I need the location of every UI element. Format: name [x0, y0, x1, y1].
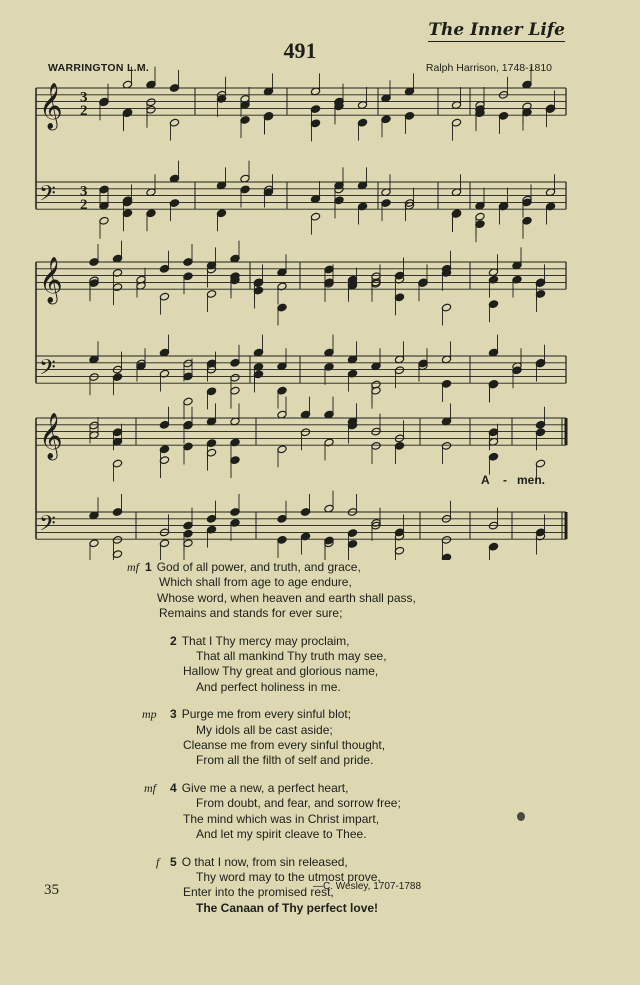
- treble-clef-icon: 𝄞: [39, 413, 63, 460]
- verse-line: [145, 855, 585, 870]
- verse-line-text: From all the filth of self and pride.: [196, 753, 374, 768]
- verse-line-text: My idols all be cast aside;: [196, 722, 333, 737]
- verse-line-text: From doubt, and fear, and sorrow free;: [196, 796, 401, 811]
- verse-line-text: Remains and stands for ever sure;: [159, 606, 343, 621]
- verse-1: [127, 560, 585, 622]
- verse-line: [145, 781, 585, 796]
- verse-line: [145, 723, 585, 738]
- verse-line: [145, 796, 585, 811]
- verse-dynamic: f: [156, 854, 160, 869]
- verse-line: [142, 707, 585, 722]
- verse-line: [145, 575, 585, 590]
- composer: Ralph Harrison, 1748-1810: [425, 62, 552, 74]
- verse-line-text: The Canaan of Thy perfect love!: [196, 900, 379, 915]
- verse-line: [145, 606, 585, 621]
- verse-number: 1: [145, 560, 152, 574]
- verse-dynamic: mp: [142, 707, 157, 722]
- verse-line-text: God of all power, and truth, and grace,: [156, 560, 361, 574]
- verse-line: [145, 591, 585, 606]
- verse-line-text: That I Thy mercy may proclaim,: [181, 633, 350, 648]
- verse-3: [142, 707, 585, 769]
- verse-line: [145, 827, 585, 842]
- verse-line-text: Cleanse me from every sinful thought,: [183, 738, 386, 753]
- verse-number: 3: [170, 707, 177, 722]
- verse-number: 2: [170, 633, 177, 648]
- amen-syllable-2: men.: [517, 473, 546, 487]
- verse-number: 4: [170, 780, 177, 795]
- verse-line: [145, 634, 585, 649]
- verse-line: [145, 649, 585, 664]
- verse-line-text: Whose word, when heaven and earth shall pass,: [157, 590, 416, 605]
- verse-line-text: O that I now, from sin released,: [181, 854, 348, 869]
- verse-line-text: Hallow Thy great and glorious name,: [183, 664, 379, 679]
- author-attribution: —C. Wesley, 1707-1788: [313, 881, 422, 892]
- ink-spot: [517, 812, 525, 821]
- time-signature-bottom: 2: [80, 103, 88, 120]
- verse-line-text: That all mankind Thy truth may see,: [196, 649, 387, 664]
- verse-line-text: Enter into the promised rest,: [183, 885, 334, 900]
- verse-2: [145, 634, 585, 696]
- bass-clef-icon: 𝄢: [39, 181, 56, 212]
- time-signature-top: 3: [80, 183, 88, 200]
- bass-clef-icon: 𝄢: [39, 355, 56, 386]
- verse-line-text: Which shall from age to age endure,: [159, 575, 352, 590]
- verse-dynamic: mf: [144, 780, 156, 795]
- verse-dynamic: mf: [127, 560, 139, 574]
- hymn-number: 491: [283, 38, 317, 63]
- verse-line-text: And perfect holiness in me.: [196, 679, 341, 694]
- bass-clef-icon: 𝄢: [39, 511, 56, 542]
- amen-hyphen: -: [503, 473, 507, 487]
- verse-line-text: Thy word may to the utmost prove,: [196, 869, 381, 884]
- verse-line-text: The mind which was in Christ impart,: [183, 811, 380, 826]
- verse-number: 5: [170, 854, 177, 869]
- verse-line: [145, 901, 585, 916]
- running-head: The Inner Life: [428, 20, 565, 40]
- time-signature-bottom: 2: [80, 197, 88, 214]
- verse-line-text: Give me a new, a perfect heart,: [181, 780, 349, 795]
- verses: [127, 560, 585, 926]
- verse-line-text: And let my spirit cleave to Thee.: [196, 827, 367, 842]
- verse-line-text: Purge me from every sinful blot;: [181, 707, 352, 722]
- page-number: 35: [44, 882, 59, 898]
- treble-clef-icon: 𝄞: [39, 83, 63, 130]
- amen-syllable-1: A: [481, 473, 490, 487]
- treble-clef-icon: 𝄞: [39, 257, 63, 304]
- verse-line: [145, 664, 585, 679]
- verse-line: [145, 753, 585, 768]
- tune-name: WARRINGTON L.M.: [48, 62, 150, 74]
- verse-line: [145, 560, 585, 575]
- time-signature-top: 3: [80, 89, 88, 106]
- verse-line: [145, 680, 585, 695]
- verse-line: [145, 738, 585, 753]
